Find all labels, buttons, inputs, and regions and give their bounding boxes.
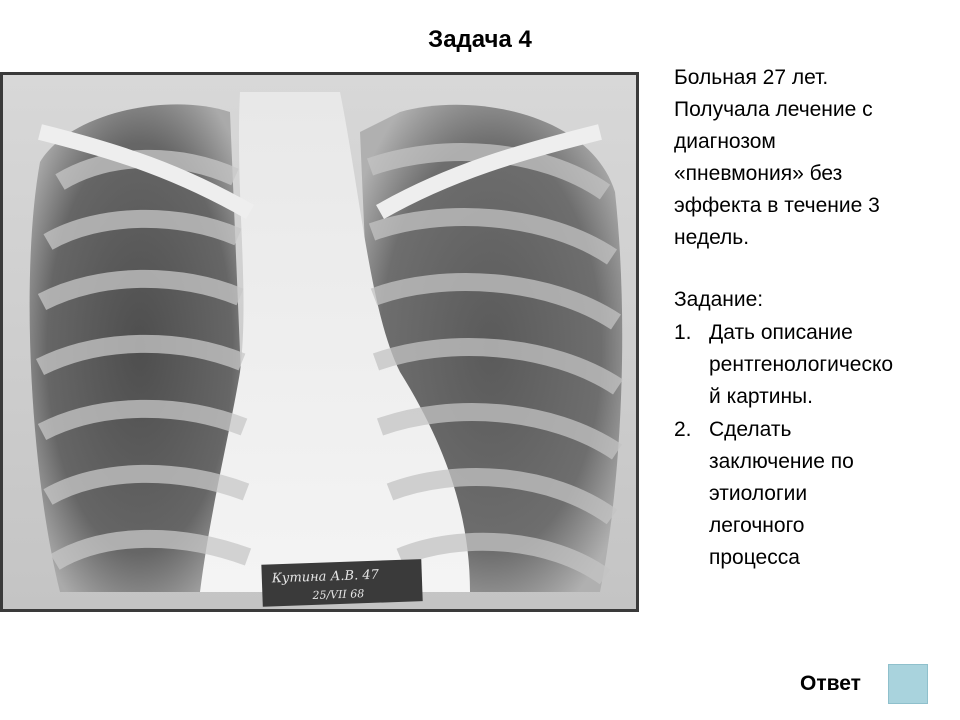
task-list [674,317,944,574]
chest-xray-image [0,72,639,612]
case-line: «пневмония» без [674,162,843,185]
case-description [674,62,944,254]
task-line: процесса [709,546,800,569]
film-label-line-1: Кутина А.В. 47 [271,567,380,587]
task-text [709,414,944,574]
task-number: 1. [674,321,692,344]
case-line: диагнозом [674,130,776,153]
answer-button[interactable] [888,664,928,704]
case-line: эффекта в течение 3 [674,194,880,217]
task-line: этиологии [709,482,808,505]
film-label-line-2: 25/VII 68 [312,587,365,602]
task-line: Сделать [709,418,792,441]
task-item-2 [674,414,944,574]
case-line: Больная 27 лет. [674,66,829,89]
task-line: легочного [709,514,805,537]
task-item-1 [674,317,944,413]
task-line: Дать описание [709,321,853,344]
task-text [709,317,944,413]
task-line: заключение по [709,450,854,473]
task-number: 2. [674,418,692,441]
task-line: й картины. [709,385,813,408]
answer-label: Ответ [800,672,861,695]
task-block [674,284,944,574]
slide-title: Задача 4 [428,26,532,53]
task-heading: Задание: [674,288,764,311]
case-line: недель. [674,226,750,249]
case-line: Получала лечение с [674,98,873,121]
task-line: рентгенологическо [709,353,894,376]
